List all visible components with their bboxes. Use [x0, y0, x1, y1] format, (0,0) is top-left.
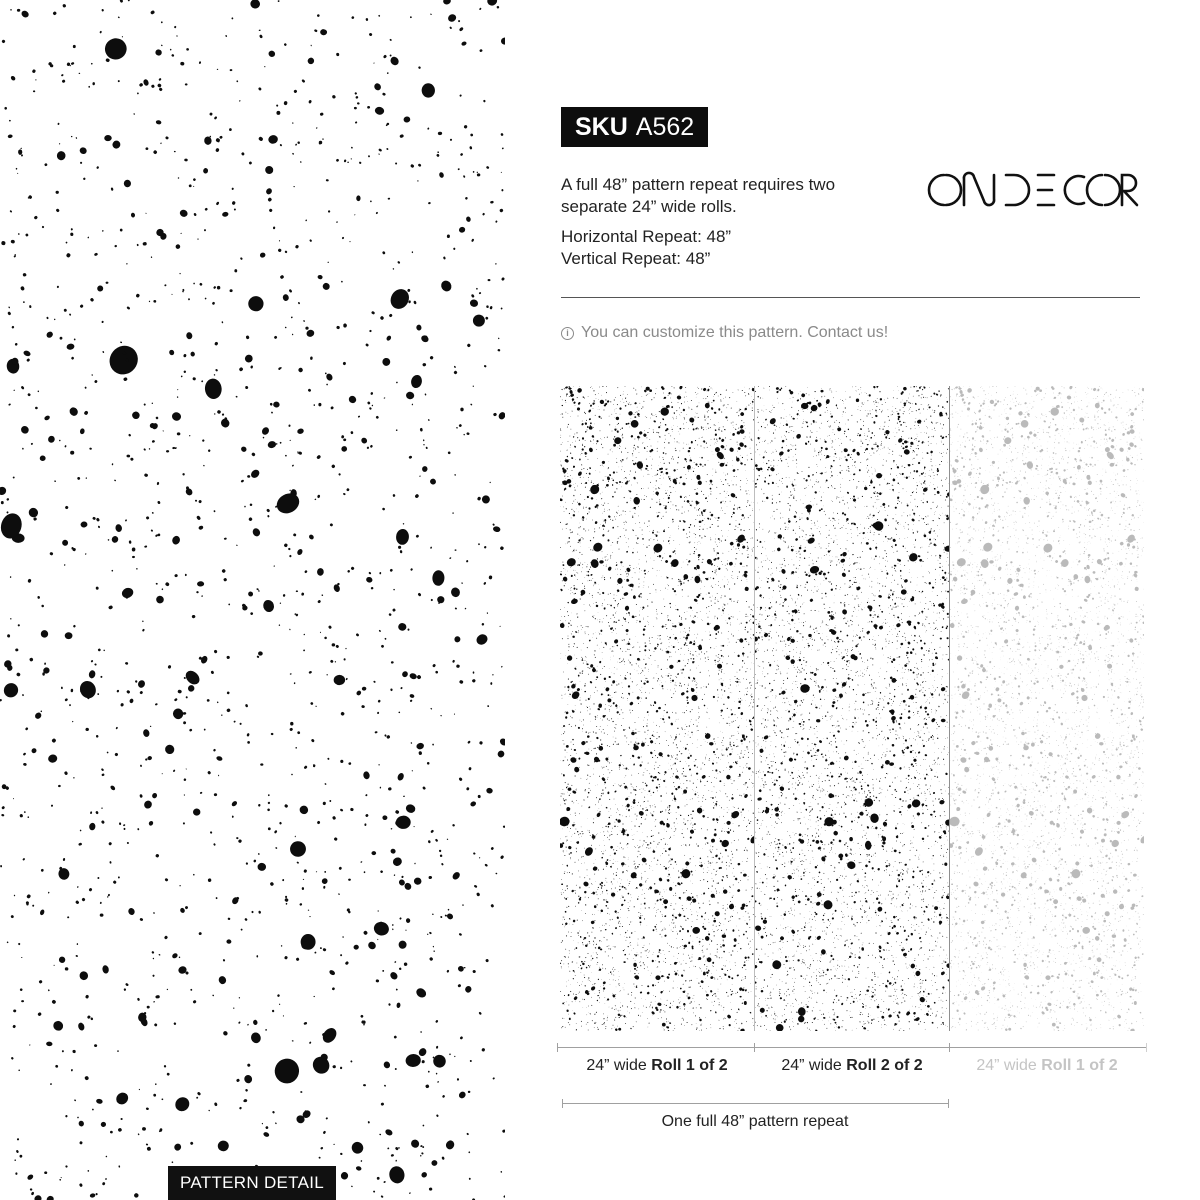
vertical-repeat: Vertical Repeat: 48”	[561, 249, 711, 268]
sku-code: A562	[635, 112, 695, 141]
horizontal-repeat: Horizontal Repeat: 48”	[561, 227, 732, 246]
customize-note	[561, 324, 888, 342]
roll-caption-2: 24” wide Roll 2 of 2	[781, 1057, 923, 1074]
dimension-tick	[562, 1099, 563, 1108]
dimension-tick	[1146, 1043, 1147, 1052]
dimension-tick	[754, 1043, 755, 1052]
sku-label: SKU	[575, 112, 628, 141]
dimension-tick	[948, 1099, 949, 1108]
roll-width-dimension-line	[557, 1047, 1147, 1048]
roll-seam	[949, 386, 950, 1031]
dimension-tick	[557, 1043, 558, 1052]
roll-seam	[754, 386, 755, 1031]
roll-preview-2	[755, 386, 949, 1031]
roll-caption-1: 24” wide Roll 1 of 2	[586, 1057, 728, 1074]
pattern-detail-label: PATTERN DETAIL	[168, 1166, 336, 1200]
speckle-pattern-detail	[0, 0, 505, 1200]
section-divider	[561, 297, 1140, 298]
roll-preview-3-faded	[950, 386, 1144, 1031]
info-icon: i	[561, 327, 574, 340]
full-repeat-label: One full 48” pattern repeat	[661, 1113, 849, 1130]
roll-preview-1	[560, 386, 754, 1031]
dimension-tick	[949, 1043, 950, 1052]
customize-text: You can customize this pattern. Contact us!	[581, 324, 889, 341]
repeat-note: A full 48” pattern repeat requires two separate 24” wide rolls.	[561, 175, 836, 216]
roll-caption-3: 24” wide Roll 1 of 2	[976, 1057, 1118, 1074]
ondecor-logo	[926, 171, 1140, 211]
full-repeat-dimension-line	[562, 1103, 949, 1104]
pattern-detail-panel	[0, 0, 505, 1200]
sku-badge	[561, 107, 708, 147]
